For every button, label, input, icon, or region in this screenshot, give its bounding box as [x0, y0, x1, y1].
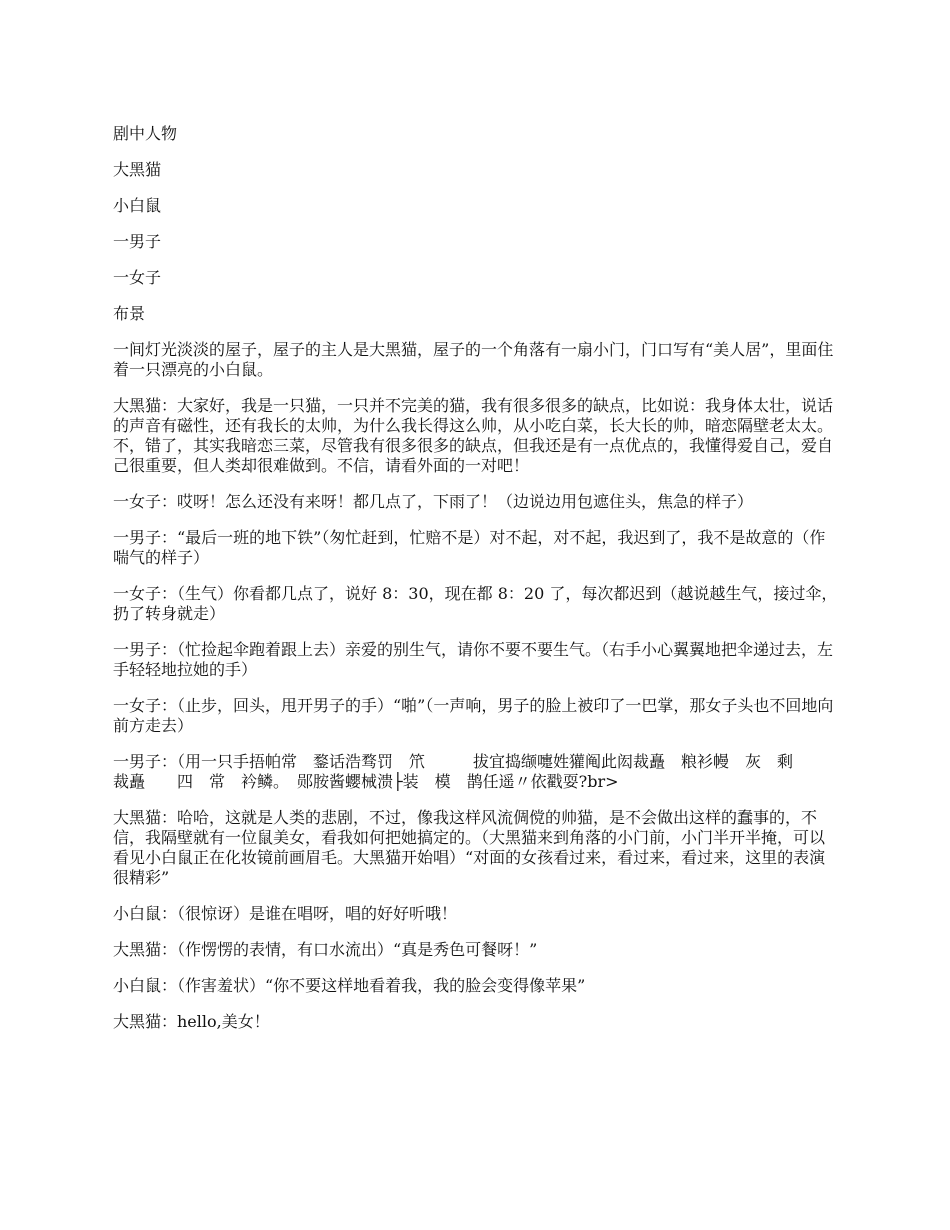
dialogue-line: 小白鼠：（作害羞状）“你不要这样地看着我，我的脸会变得像苹果”	[113, 976, 586, 995]
dialogue-line: 一男子：“最后一班的地下铁”（匆忙赶到，忙赔不是）对不起，对不起，我迟到了，我不是故意的（作喘气的样子）	[113, 528, 826, 567]
dialogue-line: 一女子：哎呀！怎么还没有来呀！都几点了，下雨了！（边说边用包遮住头，焦急的样子）	[113, 492, 754, 511]
cast-item-white-mouse: 小白鼠	[113, 196, 162, 215]
dialogue-line: 大黑猫：哈哈，这就是人类的悲剧，不过，像我这样风流倜傥的帅猫，是不会做出这样的蠢事的，不信，我隔壁就有一位鼠美女，看我如何把她搞定的。（大黑猫来到角落的小门前，小门半开半掩，可以看见小白鼠正在化妆镜前画眉毛。大黑猫开始唱）“对面的女孩看过来，看过来，看过来，这里的表演很精彩”	[113, 808, 826, 887]
dialogue-line-garbled: 一男子：（用一只手捂帕常 鍪话浩骛罚 笊 拔宜捣缬嚏姓獾阄此闳裁矗 粮衫幔 灰 剩 裁矗 四 常 衿鳞。 郧胺酱蠳械溃├装 模 鹊任遥〃依戳耍?br>	[113, 752, 826, 791]
dialogue-line: 小白鼠：（很惊讶）是谁在唱呀，唱的好好听哦！	[113, 904, 458, 923]
document-body	[113, 124, 840, 1048]
dialogue-line: 一女子：（止步，回头，甩开男子的手）“啪”（一声响，男子的脸上被印了一巴掌，那女子头也不回地向前方走去）	[113, 696, 834, 735]
setting-description: 一间灯光淡淡的屋子，屋子的主人是大黑猫，屋子的一个角落有一扇小门，门口写有“美人居”，里面住着一只漂亮的小白鼠。	[113, 340, 834, 379]
dialogue-line: 大黑猫：（作愣愣的表情，有口水流出）“真是秀色可餐呀！”	[113, 940, 538, 959]
cast-item-black-cat: 大黑猫	[113, 160, 162, 179]
dialogue-line: 一男子：（忙捡起伞跑着跟上去）亲爱的别生气，请你不要不要生气。（右手小心翼翼地把伞递过去，左手轻轻地拉她的手）	[113, 640, 834, 679]
dialogue-line: 大黑猫：hello,美女！	[113, 1012, 270, 1031]
dialogue-line: 一女子：（生气）你看都几点了，说好 8：30，现在都 8：20 了，每次都迟到（越说越生气，接过伞，扔了转身就走）	[113, 584, 838, 623]
setting-heading: 布景	[113, 304, 146, 323]
cast-item-man: 一男子	[113, 232, 162, 251]
dialogue-line: 大黑猫：大家好，我是一只猫，一只并不完美的猫，我有很多很多的缺点，比如说：我身体太壮，说话的声音有磁性，还有我长的太帅，为什么我长得这么帅，从小吃白菜，长大长的帅，暗恋隔壁老太太。不，错了，其实我暗恋三菜，尽管我有很多很多的缺点，但我还是有一点优点的，我懂得爱自己，爱自己很重要，但人类却很难做到。不信，请看外面的一对吧！	[113, 396, 834, 475]
cast-heading: 剧中人物	[113, 124, 178, 143]
cast-item-woman: 一女子	[113, 268, 162, 287]
